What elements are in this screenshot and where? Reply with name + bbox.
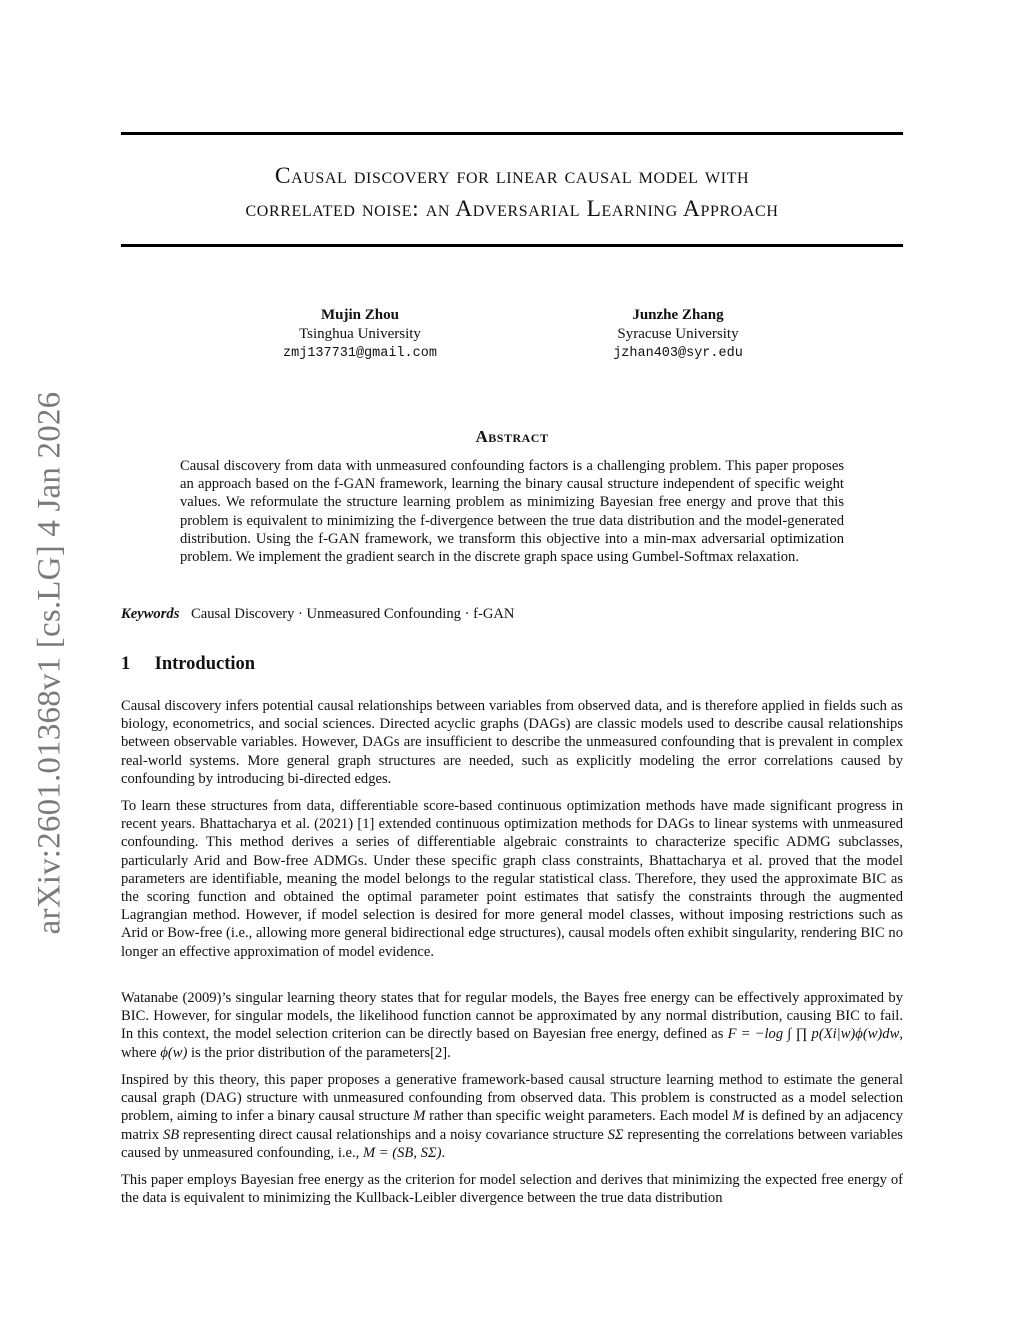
model-symbol: M [732,1108,745,1125]
title-top-rule [121,132,903,135]
intro-paragraph-1: Causal discovery infers potential causal relationships between variables from observed data, and is therefore applied in fields such as biology, econometrics, and social sciences. Directed acyclic graphs (DAGs) are classic models used to describe causal relationships between observable variables. However, DAGs are insufficient to describe the unmeasured confounding that is prevalent in complex real-world systems. More general graph structures are needed, such as explicitly modeling the error correlations caused by confounding by introducing bi-directed edges. [121,698,903,787]
title-bottom-rule [121,244,903,247]
keywords-text: Causal Discovery · Unmeasured Confounding · f-GAN [191,606,515,622]
p4-text-a: Inspired by this theory, this paper proposes a generative framework-based causal structure learning method to estimate the general causal graph (DAG) structure with unmeasured confounding from observed data. This problem is constructed as a model selection problem, aiming to infer a binary causal structure [121,1072,903,1125]
author-email[interactable]: jzhan403@syr.edu [613,346,743,361]
intro-paragraph-3 [121,989,903,1062]
section-number: 1 [121,654,131,674]
author-block-2 [568,306,788,363]
p3-text-c: is the prior distribution of the parameters[2]. [190,1044,451,1061]
covariance-structure-symbol: SΣ [607,1126,624,1143]
author-affiliation: Syracuse University [617,326,739,342]
paper-title [121,160,903,226]
author-email[interactable]: zmj137731@gmail.com [283,346,437,361]
arxiv-identifier-stamp: arXiv:2601.01368v1 [cs.LG] 4 Jan 2026 [31,391,68,935]
model-definition-equation: M = (SB, SΣ) [362,1144,442,1161]
prior-symbol: ϕ(w) [160,1044,188,1061]
section-heading-introduction [121,654,255,675]
intro-paragraph-5: This paper employs Bayesian free energy as the criterion for model selection and derives that minimizing the expected free energy of the data is equivalent to minimizing the Kullback-Leibler divergence between the true data distribution [121,1172,903,1207]
free-energy-formula: F = −log ∫ ∏ p(Xi|w)ϕ(w)dw [727,1026,900,1043]
p4-text-e: representing the correlations between variables caused by unmeasured confounding, i.e., [121,1126,903,1161]
abstract-text: Causal discovery from data with unmeasured confounding factors is a challenging problem. This paper proposes an approach based on the f-GAN framework, learning the binary causal structure independent of specific weight values. We reformulate the structure learning problem as minimizing Bayesian free energy and prove that this problem is equivalent to minimizing the f-divergence between the true data distribution and the model-generated distribution. Using the f-GAN framework, we transform this objective into a min-max adversarial optimization problem. We implement the gradient search in the discrete graph space using Gumbel-Softmax relaxation. [180,458,844,566]
p4-text-f: . [441,1144,446,1161]
section-title: Introduction [154,654,256,674]
abstract-heading: Abstract [475,427,549,446]
title-line-1: Causal discovery for linear causal model with [274,163,750,189]
adjacency-matrix-symbol: SB [162,1126,180,1143]
author-block-1 [250,306,470,363]
author-name: Junzhe Zhang [632,307,724,323]
intro-paragraph-2: To learn these structures from data, differentiable score-based continuous optimization methods have made significant progress in recent years. Bhattacharya et al. (2021) [1] extended continuous optimization methods for DAGs to linear systems with unmeasured confounding. This method derives a series of differentiable algebraic constraints to characterize specific ADMG subclasses, particularly Arid and Bow-free ADMGs. Under these specific graph class constraints, Bhattacharya et al. proved that the model parameters are identifiable, meaning the model belongs to the regular statistical class. Therefore, they used the approximate BIC as the scoring function and obtained the optimal parameter point estimates that satisfy the constraints through the augmented Lagrangian method. However, if model selection is desired for more general model classes, without imposing restrictions such as Arid or Bow-free (i.e., allowing more general bidirectional edge structures), causal models often exhibit singularity, rendering BIC no longer an effective approximation of model evidence. [121,798,904,960]
p3-text-a: Watanabe (2009)’s singular learning theory states that for regular models, the Bayes free energy can be effectively approximated by BIC. However, for singular models, the likelihood function cannot be approximated by any normal distribution, causing BIC to fail. In this context, the model selection criterion can be directly based on Bayesian free energy, defined as [121,990,903,1043]
p3-text-b: , where [121,1026,903,1061]
author-affiliation: Tsinghua University [299,326,421,342]
author-name: Mujin Zhou [321,307,399,323]
model-symbol: M [413,1108,426,1125]
title-line-2: correlated noise: an Adversarial Learning Approach [245,196,779,222]
intro-paragraph-4 [121,1071,903,1162]
keywords-line [121,606,903,623]
keywords-label: Keywords [121,606,180,622]
p4-text-d: representing direct causal relationships and a noisy covariance structure [183,1126,604,1143]
p4-text-c: is defined by an adjacency matrix [121,1108,904,1143]
p4-text-b: rather than specific weight parameters. Each model [429,1108,729,1125]
